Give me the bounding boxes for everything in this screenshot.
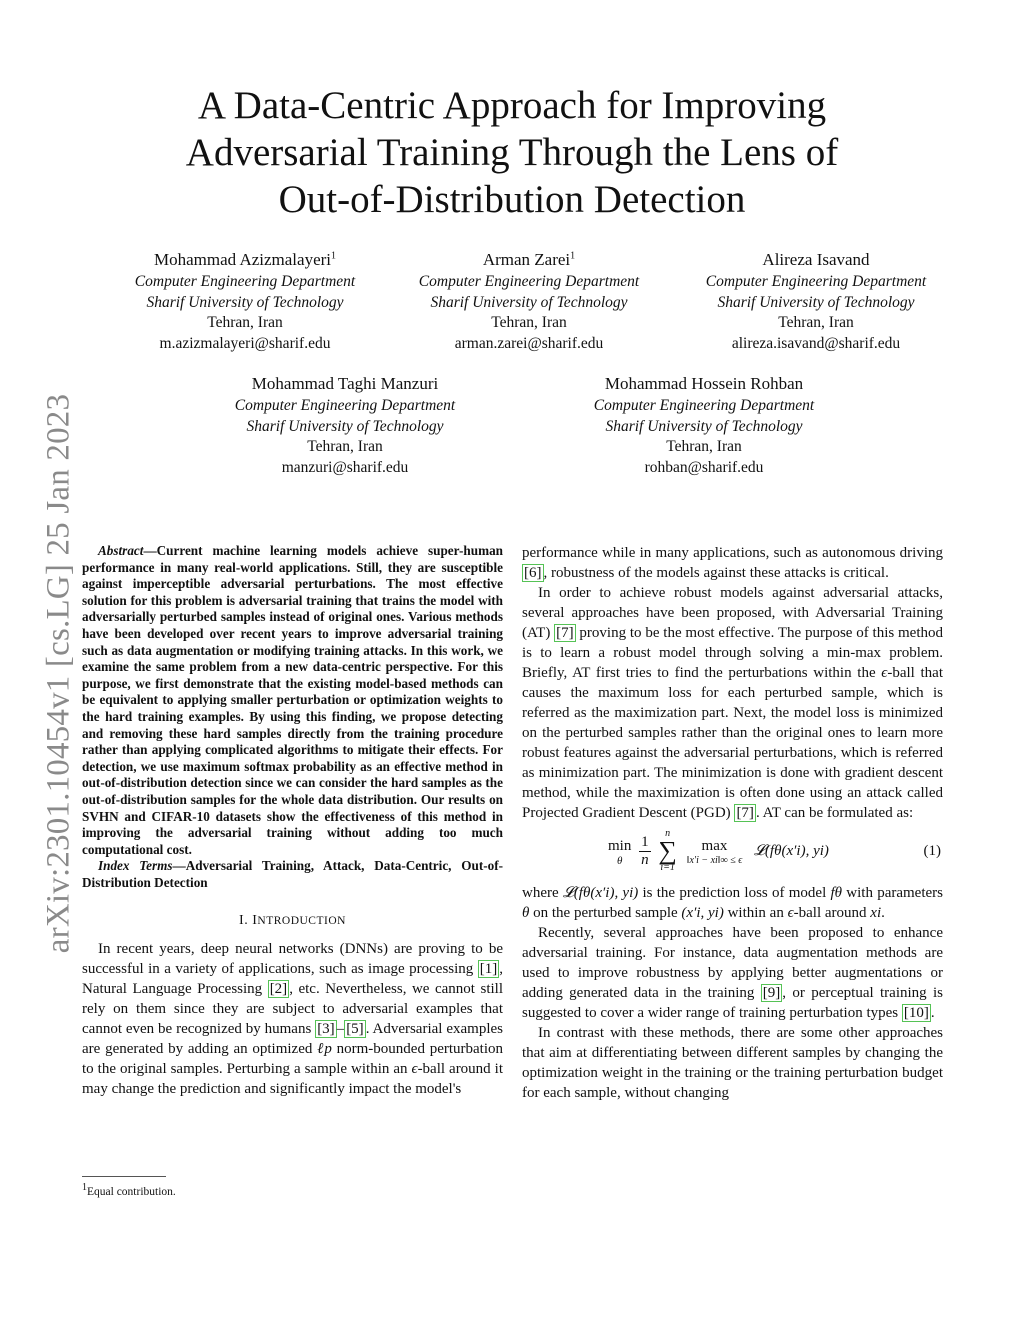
intro-paragraph-3: Recently, several approaches have been proposed to enhance adversarial training. For instance, data augmentation methods are used to improve robustness by applying better augmentations or adding generated data in the training [9] , or perceptual training is suggested to cover a wider range of training perturbation types [10] .	[522, 925, 943, 1021]
intro-paragraph-1: In recent years, deep neural networks (DNNs) are proving to be successful in a variety of applications, such as image processing [1] , Natural Language Processing [2] , etc. Nevertheless, we cannot still rely on them since they are subject to adversarial examples that cannot even be recognized by humans [3] – [5] . Adversarial examples are generated by adding an optimized ℓp norm-bounded perturbation to the original samples. Perturbing a sample within an ϵ-ball around it may change the prediction and significantly impact the model's	[82, 941, 504, 1098]
author-city: Tehran, Iran	[207, 314, 283, 331]
math-lp: ℓp	[317, 1041, 332, 1058]
index-terms-label: Index Terms	[98, 858, 173, 874]
author-name: Mohammad Hossein Rohban	[604, 374, 804, 393]
author-city: Tehran, Iran	[491, 314, 567, 331]
author-university: Sharif University of Technology	[146, 293, 344, 311]
author-department: Computer Engineering Department	[418, 273, 640, 290]
equation-explanation: where 𝓛(fθ(x′i), yi) is the prediction loss of model fθ with parameters θ on the perturbed sample (x′i, yi) within an ϵ-ball around xi.	[522, 885, 943, 921]
equation-number: (1)	[923, 843, 941, 859]
section-heading-introduction: I. INTRODUCTION	[239, 913, 346, 929]
title-line-3: Out-of-Distribution Detection	[278, 178, 746, 221]
intro-paragraph-4: In contrast with these methods, there are some other approaches that aim at differentiating between different samples by changing the optimization weight in the training or the training perturbation budget for each sample, without changing	[522, 1025, 943, 1101]
footnote: $^1$Equal contribution.	[82, 1182, 176, 1198]
abstract	[82, 543, 503, 858]
author-name: Mohammad Taghi Manzuri	[251, 374, 439, 393]
author-email[interactable]: alireza.isavand@sharif.edu	[731, 334, 901, 352]
author-city: Tehran, Iran	[307, 438, 383, 455]
author-email[interactable]: m.azizmalayeri@sharif.edu	[159, 334, 331, 352]
author-department: Computer Engineering Department	[705, 273, 927, 290]
abstract-text: —Current machine learning models achieve super-human performance in many real-world applications. Still, they are susceptible against imperceptible adversarial perturbations. The most effective solution for this problem is adversarial training that trains the model with adversarially perturbed samples instead of original ones. Various methods have been developed over recent years to improve adversarial training such as data augmentation or modifying training attacks. In this work, we examine the same problem from a new data-centric perspective. For this purpose, we first demonstrate that the existing model-based methods can be equivalent to applying smaller perturbation or optimization weights to the hard training examples. By using this finding, we propose detecting and removing these hard samples directly from the training procedure rather than applying complicated algorithms to mitigate their effects. For detection, we use maximum softmax probability as an effective method in out-of-distribution detection since we can consider the hard samples as the out-of-distribution samples for the whole data distribution. Our results on SVHN and CIFAR-10 datasets show the effectiveness of this method in improving the adversarial training without adding too much computational cost.	[82, 543, 503, 857]
author-university: Sharif University of Technology	[717, 293, 915, 311]
paper-title	[120, 82, 904, 223]
footnote-divider	[82, 1176, 166, 1177]
author-name: Mohammad Azizmalayeri$^1$	[153, 250, 337, 269]
author-block-3	[656, 249, 976, 354]
title-line-2: Adversarial Training Through the Lens of	[185, 131, 839, 174]
author-block-5	[544, 373, 864, 478]
author-department: Computer Engineering Department	[234, 397, 456, 414]
author-university: Sharif University of Technology	[430, 293, 628, 311]
citation-link[interactable]: [9]	[762, 985, 781, 1001]
author-department: Computer Engineering Department	[593, 397, 815, 414]
equation-1	[522, 827, 943, 879]
citation-link[interactable]: [7]	[736, 805, 754, 821]
intro-paragraph-2: In order to achieve robust models against adversarial attacks, several approaches have been proposed, with Adversarial Training (AT) [7] proving to be the most effective. The purpose of this method is to learn a robust model through solving a min-max problem. Briefly, AT first tries to find the perturbations within the ϵ-ball that causes the maximum loss for each perturbed sample, which is referred as the maximization part. Next, the model loss is minimized on the perturbed samples rather than the original ones to learn more robust features against the adversarial perturbations, which is referred as minimization part. The minimization is done with gradient descent method, while the maximization is often done using an attack called Projected Gradient Descent (PGD) [7] . AT can be formulated as:	[522, 585, 943, 821]
citation-link[interactable]: [7]	[556, 625, 574, 641]
author-university: Sharif University of Technology	[246, 417, 444, 435]
author-block-4	[185, 373, 505, 478]
arxiv-identifier-stamp: arXiv:2301.10454v1 [cs.LG] 25 Jan 2023	[40, 393, 77, 954]
author-block-1	[85, 249, 405, 354]
author-city: Tehran, Iran	[666, 438, 742, 455]
author-email[interactable]: arman.zarei@sharif.edu	[454, 334, 604, 352]
citation-link[interactable]: [2]	[269, 981, 288, 998]
citation-link[interactable]: [10]	[903, 1005, 929, 1021]
author-block-2	[369, 249, 689, 354]
citation-link[interactable]: [1]	[479, 961, 498, 978]
title-line-1: A Data-Centric Approach for Improving	[197, 84, 827, 127]
citation-link[interactable]: [6]	[524, 565, 542, 581]
math-epsilon: ϵ	[411, 1061, 418, 1078]
author-department: Computer Engineering Department	[134, 273, 356, 290]
index-terms	[82, 858, 503, 891]
author-email[interactable]: manzuri@sharif.edu	[281, 458, 409, 476]
index-terms-text: —Adversarial Training, Attack, Data-Centric, Out-of-Distribution Detection	[82, 858, 503, 890]
equation-expression: min θ $\frac{1}{n}$ n ∑ i=1 max ‖x′i − xi‖∞ ≤ ϵ 𝓛(fθ(x′i), yi)	[608, 828, 829, 873]
author-city: Tehran, Iran	[778, 314, 854, 331]
right-column	[522, 543, 943, 1103]
abstract-label: Abstract	[98, 543, 144, 558]
citation-link[interactable]: [5]	[346, 1021, 364, 1038]
intro-paragraph-1-continued: performance while in many applications, such as autonomous driving [6] , robustness of the models against these attacks is critical.	[522, 545, 943, 581]
citation-link[interactable]: [3]	[317, 1021, 335, 1038]
author-name: Arman Zarei$^1$	[482, 250, 576, 269]
author-email[interactable]: rohban@sharif.edu	[644, 458, 764, 476]
author-university: Sharif University of Technology	[605, 417, 803, 435]
left-column	[82, 543, 503, 1099]
author-name: Alireza Isavand	[762, 250, 870, 269]
